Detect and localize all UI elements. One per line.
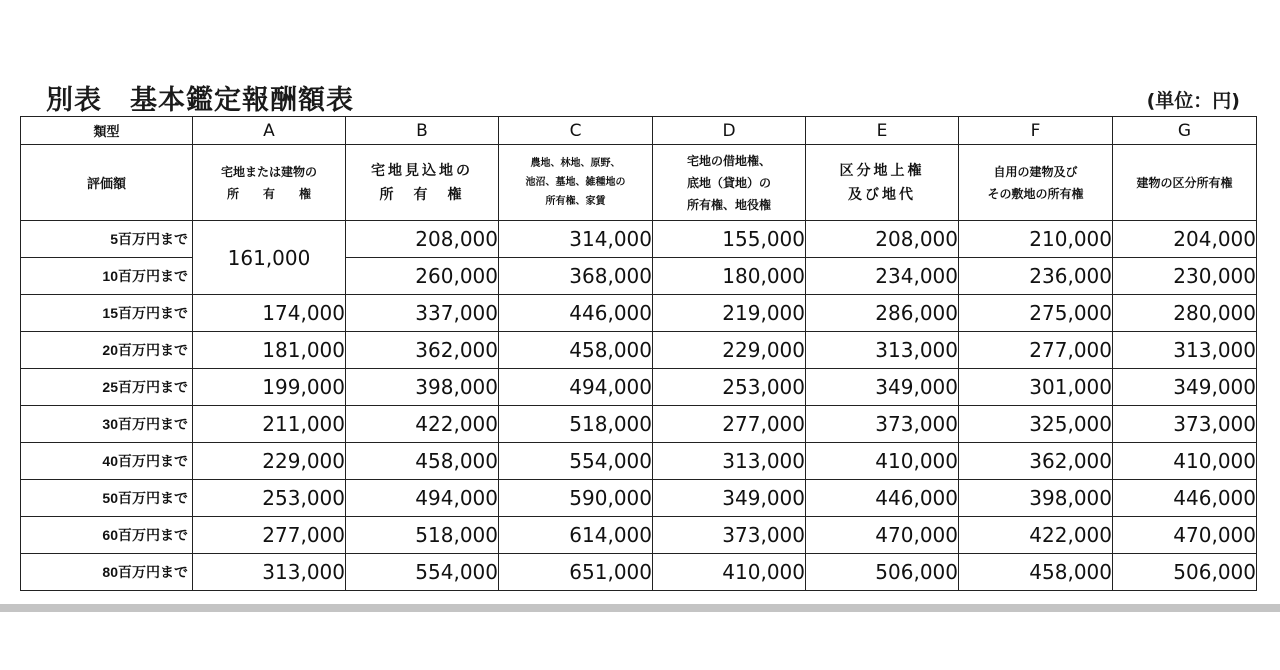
value-cell: 277,000: [193, 517, 346, 554]
value-cell: 506,000: [1113, 554, 1257, 591]
value-cell: 349,000: [1113, 369, 1257, 406]
row-label: 10百万円まで: [21, 258, 193, 295]
value-cell: 199,000: [193, 369, 346, 406]
value-cell: 446,000: [499, 295, 653, 332]
value-cell: 651,000: [499, 554, 653, 591]
value-cell: 458,000: [346, 443, 499, 480]
value-cell: 229,000: [193, 443, 346, 480]
row-label: 50百万円まで: [21, 480, 193, 517]
value-cell: 219,000: [653, 295, 806, 332]
value-cell: 275,000: [959, 295, 1113, 332]
value-cell: 277,000: [959, 332, 1113, 369]
value-cell: 277,000: [653, 406, 806, 443]
value-cell: 373,000: [1113, 406, 1257, 443]
value-cell: 230,000: [1113, 258, 1257, 295]
value-cell: 180,000: [653, 258, 806, 295]
table-row: [21, 332, 1257, 369]
value-cell: 470,000: [806, 517, 959, 554]
value-cell: 506,000: [806, 554, 959, 591]
value-cell: 260,000: [346, 258, 499, 295]
row-label: 5百万円まで: [21, 221, 193, 258]
desc-cell-a: [193, 145, 346, 221]
desc-g: 建物の区分所有権: [1136, 175, 1233, 190]
value-cell: 410,000: [806, 443, 959, 480]
table-row: [21, 517, 1257, 554]
value-cell: 373,000: [806, 406, 959, 443]
desc-a: 宅地または建物の 所 有 権: [220, 164, 317, 201]
page-title: 別表 基本鑑定報酬額表: [46, 85, 354, 116]
value-cell: 494,000: [499, 369, 653, 406]
value-cell: 518,000: [499, 406, 653, 443]
value-cell: 236,000: [959, 258, 1113, 295]
desc-f: 自用の建物及び その敷地の所有権: [987, 164, 1084, 201]
table-row: [21, 406, 1257, 443]
value-cell: 446,000: [1113, 480, 1257, 517]
desc-cell-c: [499, 145, 653, 221]
value-cell: 280,000: [1113, 295, 1257, 332]
table-row: [21, 295, 1257, 332]
row-label: 15百万円まで: [21, 295, 193, 332]
value-cell: 422,000: [959, 517, 1113, 554]
row-label: 25百万円まで: [21, 369, 193, 406]
value-cell: 368,000: [499, 258, 653, 295]
row-label: 20百万円まで: [21, 332, 193, 369]
value-cell: 470,000: [1113, 517, 1257, 554]
value-cell: 458,000: [959, 554, 1113, 591]
desc-c: 農地、林地、原野、 池沼、墓地、雑種地の 所有権、家賃: [525, 158, 626, 207]
table-row: [21, 554, 1257, 591]
value-cell: 253,000: [653, 369, 806, 406]
desc-cell-f: [959, 145, 1113, 221]
value-cell: 181,000: [193, 332, 346, 369]
value-cell: 313,000: [806, 332, 959, 369]
value-cell: 554,000: [346, 554, 499, 591]
value-cell: 325,000: [959, 406, 1113, 443]
desc-cell-d: [653, 145, 806, 221]
row-label: 40百万円まで: [21, 443, 193, 480]
value-cell: 210,000: [959, 221, 1113, 258]
value-cell: 313,000: [1113, 332, 1257, 369]
value-cell: 349,000: [806, 369, 959, 406]
value-cell: 590,000: [499, 480, 653, 517]
table-row: [21, 221, 1257, 258]
value-cell: 204,000: [1113, 221, 1257, 258]
value-cell: 286,000: [806, 295, 959, 332]
value-cell: 229,000: [653, 332, 806, 369]
row-label: 30百万円まで: [21, 406, 193, 443]
unit-note: (単位：円): [1146, 90, 1240, 112]
page-bottom-edge: [0, 604, 1280, 612]
value-cell: 398,000: [346, 369, 499, 406]
row-label: 80百万円まで: [21, 554, 193, 591]
desc-cell-g: [1113, 145, 1257, 221]
value-cell: 494,000: [346, 480, 499, 517]
desc-e: 区分地上権 及び地代: [839, 162, 925, 203]
value-cell: 301,000: [959, 369, 1113, 406]
fee-table: [20, 116, 1257, 591]
value-cell: 410,000: [653, 554, 806, 591]
value-cell: 518,000: [346, 517, 499, 554]
value-cell: 314,000: [499, 221, 653, 258]
value-cell: 614,000: [499, 517, 653, 554]
table-row: [21, 443, 1257, 480]
value-cell: 362,000: [346, 332, 499, 369]
value-cell: 337,000: [346, 295, 499, 332]
header-row: [21, 117, 1257, 145]
row-label: 60百万円まで: [21, 517, 193, 554]
desc-cell-b: [346, 145, 499, 221]
table-row: [21, 369, 1257, 406]
value-cell-a-merged: 161,000: [193, 221, 346, 295]
column-header-e: E: [806, 117, 959, 145]
value-cell: 155,000: [653, 221, 806, 258]
value-cell: 208,000: [806, 221, 959, 258]
column-header-g: G: [1113, 117, 1257, 145]
value-cell: 234,000: [806, 258, 959, 295]
value-cell: 410,000: [1113, 443, 1257, 480]
value-cell: 211,000: [193, 406, 346, 443]
description-row: [21, 145, 1257, 221]
corner-header: 類型: [21, 117, 193, 145]
value-cell: 373,000: [653, 517, 806, 554]
value-cell: 398,000: [959, 480, 1113, 517]
desc-b: 宅地見込地の 所 有 権: [371, 162, 473, 203]
column-header-b: B: [346, 117, 499, 145]
value-cell: 174,000: [193, 295, 346, 332]
column-header-d: D: [653, 117, 806, 145]
desc-d: 宅地の借地権、 底地（貸地）の 所有権、地役権: [686, 153, 771, 212]
value-cell: 313,000: [653, 443, 806, 480]
column-header-a: A: [193, 117, 346, 145]
desc-cell-e: [806, 145, 959, 221]
value-cell: 422,000: [346, 406, 499, 443]
table-row: [21, 480, 1257, 517]
column-header-f: F: [959, 117, 1113, 145]
value-cell: 349,000: [653, 480, 806, 517]
value-cell: 458,000: [499, 332, 653, 369]
value-cell: 554,000: [499, 443, 653, 480]
value-cell: 208,000: [346, 221, 499, 258]
row-label-valuation: 評価額: [21, 145, 193, 221]
value-cell: 253,000: [193, 480, 346, 517]
value-cell: 313,000: [193, 554, 346, 591]
column-header-c: C: [499, 117, 653, 145]
value-cell: 362,000: [959, 443, 1113, 480]
value-cell: 446,000: [806, 480, 959, 517]
